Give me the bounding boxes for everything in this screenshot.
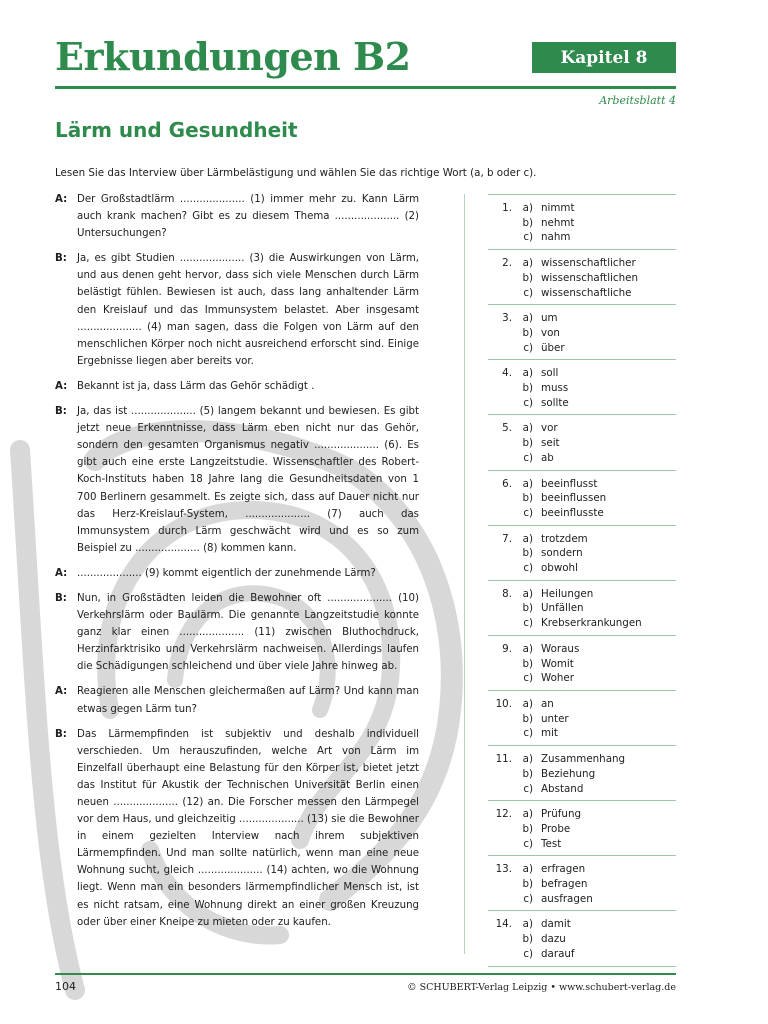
option-word: ausfragen: [541, 892, 593, 905]
question-number: 4.: [502, 367, 512, 380]
answer-option: [488, 216, 676, 231]
question-number: 2.: [502, 257, 512, 270]
option-word: Beziehung: [541, 767, 596, 780]
speaker-label: A:: [55, 380, 68, 392]
dialogue-text: .................... (9) kommt eigentlich der zunehmende Lärm?: [77, 567, 376, 579]
question-number: 3.: [502, 312, 512, 325]
question-options-7: [488, 525, 676, 580]
speaker-label: A:: [55, 567, 68, 579]
number-spacer: [488, 491, 512, 506]
dialogue-turn: [55, 683, 419, 717]
number-spacer: [488, 837, 512, 852]
number-spacer: [488, 601, 512, 616]
answer-option: [488, 767, 676, 782]
number-spacer: [488, 877, 512, 892]
option-letter: a): [522, 257, 533, 270]
speaker-label: B:: [55, 406, 67, 418]
answer-option: [488, 396, 676, 411]
publisher-credit: © SCHUBERT-Verlag Leipzig • www.schubert-verlag.de: [407, 982, 676, 993]
option-letter: b): [522, 382, 533, 395]
number-spacer: [488, 767, 512, 782]
option-word: Woher: [541, 672, 574, 685]
number-spacer: [488, 822, 512, 837]
answer-option: [488, 671, 676, 686]
option-word: Woraus: [541, 642, 580, 655]
option-word: ab: [541, 451, 554, 464]
answer-option: [488, 341, 676, 356]
question-number: 7.: [502, 532, 512, 545]
worksheet-label: Arbeitsblatt 4: [599, 94, 676, 107]
option-word: Test: [541, 837, 562, 850]
header-divider: [55, 86, 676, 89]
option-letter: c): [523, 451, 533, 464]
number-spacer: [488, 230, 512, 245]
question-options-13: [488, 855, 676, 910]
number-spacer: [488, 671, 512, 686]
answer-option: [488, 256, 676, 271]
dialogue-text: Reagieren alle Menschen gleichermaßen auf Lärm? Und kann man etwas gegen Lärm tun?: [77, 686, 419, 715]
answer-option: [488, 506, 676, 521]
question-number: 13.: [495, 863, 512, 876]
dialogue-turn: [55, 191, 419, 242]
number-spacer: [488, 381, 512, 396]
page-title: Lärm und Gesundheit: [55, 118, 298, 142]
dialogue-text: Ja, das ist .................... (5) langem bekannt und bewiesen. Es gibt jetzt neue Erkenntnisse, dass Lärm eben nicht nur das Gehör, sondern den gesamten Organismus negativ .................... (6). Es gibt auch eine erste Langzeitstudie. Wissenschaftler des Robert-Koch-Instituts haben 18 Jahre lang die Gesundheitsdaten von 1 700 Berlinern gesammelt. Es zeigte sich, dass auf Dauer nicht nur das Herz-Kreislauf-System, .................... (7) auch das Immunsystem durch Lärm geschwächt wird und es so zum Beispiel zu .................... (8) kommen kann.: [77, 406, 419, 554]
option-letter: a): [522, 697, 533, 710]
option-letter: c): [523, 672, 533, 685]
option-word: nehmt: [541, 216, 575, 229]
option-letter: b): [522, 657, 533, 670]
dialogue-turn: [55, 590, 419, 675]
option-letter: c): [523, 727, 533, 740]
speaker-label: B:: [55, 592, 67, 604]
answer-option: [488, 366, 676, 381]
option-word: um: [541, 312, 558, 325]
number-spacer: [488, 341, 512, 356]
dialogue-turn: [55, 378, 419, 395]
question-options-9: [488, 635, 676, 690]
option-letter: a): [522, 312, 533, 325]
option-word: trotzdem: [541, 532, 588, 545]
answer-option: [488, 451, 676, 466]
answer-option: [488, 807, 676, 822]
option-word: Probe: [541, 822, 571, 835]
answer-option: [488, 381, 676, 396]
answer-option: [488, 616, 676, 631]
option-letter: c): [523, 837, 533, 850]
answer-option: [488, 561, 676, 576]
number-spacer: [488, 561, 512, 576]
number-spacer: [488, 657, 512, 672]
option-letter: a): [522, 532, 533, 545]
option-word: wissenschaftliche: [541, 286, 632, 299]
option-letter: b): [522, 216, 533, 229]
option-word: beeinflusste: [541, 506, 604, 519]
number-spacer: [488, 932, 512, 947]
answer-option: [488, 837, 676, 852]
dialogue-text: Das Lärmempfinden ist subjektiv und deshalb individuell verschieden. Um herauszufinden, welche Art von Lärm im Einzelfall überhaupt eine Belastung für den Körper ist, bietet jetzt das Institut für Akustik der Technischen Universität Berlin einen neuen .................... (12) an. Die Forscher messen den Lärmpegel vor dem Haus, und gleichzeitig .................... (13) sie die Bewohner in einem gezielten Interview nach ihrem subjektiven Lärmempfinden. Und man sollte natürlich, wenn man eine neue Wohnung sucht, gleich .................... (14) achten, wo die Wohnung liegt. Wenn man ein besonders lärmempfindlicher Mensch ist, ist es nicht ratsam, eine Wohnung direkt an einer großen Kreuzung oder über einer Kneipe zu mieten oder zu kaufen.: [77, 728, 419, 928]
number-spacer: [488, 396, 512, 411]
page-number: 104: [55, 980, 76, 993]
dialogue-turn: [55, 565, 419, 582]
answer-option: [488, 477, 676, 492]
option-word: von: [541, 326, 560, 339]
option-word: dazu: [541, 933, 566, 946]
question-number: 6.: [502, 477, 512, 490]
option-letter: c): [523, 231, 533, 244]
dialogue-turn: [55, 726, 419, 931]
option-word: Unfällen: [541, 602, 584, 615]
chapter-badge: Kapitel 8: [532, 42, 676, 73]
option-letter: a): [522, 918, 533, 931]
option-letter: a): [522, 422, 533, 435]
question-number: 8.: [502, 587, 512, 600]
number-spacer: [488, 271, 512, 286]
option-word: Heilungen: [541, 587, 594, 600]
option-letter: b): [522, 878, 533, 891]
question-options-1: [488, 194, 676, 249]
option-word: über: [541, 341, 565, 354]
answer-option: [488, 436, 676, 451]
option-word: wissenschaftlichen: [541, 271, 638, 284]
answer-option: [488, 917, 676, 932]
number-spacer: [488, 892, 512, 907]
question-number: 1.: [502, 202, 512, 214]
option-letter: a): [522, 642, 533, 655]
number-spacer: [488, 326, 512, 341]
answer-option: [488, 657, 676, 672]
option-word: vor: [541, 422, 558, 435]
number-spacer: [488, 216, 512, 231]
option-word: befragen: [541, 878, 588, 891]
option-word: erfragen: [541, 863, 586, 876]
number-spacer: [488, 947, 512, 962]
answer-option: [488, 601, 676, 616]
answer-option: [488, 932, 676, 947]
exercise-instructions: Lesen Sie das Interview über Lärmbelästigung und wählen Sie das richtige Wort (a, b oder c).: [55, 167, 537, 179]
option-word: sollte: [541, 396, 569, 409]
option-letter: a): [522, 367, 533, 380]
answer-option: [488, 752, 676, 767]
answer-option: [488, 642, 676, 657]
question-number: 9.: [502, 642, 512, 655]
question-number: 11.: [495, 753, 512, 766]
dialogue-turn: [55, 403, 419, 557]
dialogue-text: Nun, in Großstädten leiden die Bewohner oft .................... (10) Verkehrslärm oder Baulärm. Die genannte Langzeitstudie konnte ganz klar einen .................... (11) zwischen Bluthochdruck, Herzinfarktrisiko und Verkehrslärm nachweisen. Allerdings laufen die Schädigungen schleichend und über viele Jahre hinweg ab.: [77, 592, 419, 673]
answer-option: [488, 311, 676, 326]
dialogue-text: Ja, es gibt Studien .................... (3) die Auswirkungen von Lärm, und aus denen geht hervor, dass sich viele Menschen durch Lärm belästigt fühlen. Bewiesen ist auch, dass lang anhaltender Lärm den Kreislauf und das Immunsystem belastet. Aber insgesamt .................... (4) man sagen, dass die Folgen von Lärm auf den menschlichen Körper noch nicht ausreichend erforscht sind. Einige Ergebnisse liegen aber bereits vor.: [77, 253, 419, 367]
option-word: Abstand: [541, 782, 584, 795]
answer-option: [488, 546, 676, 561]
question-number: 14.: [495, 918, 512, 931]
option-letter: b): [522, 271, 533, 284]
option-letter: c): [523, 286, 533, 299]
option-letter: c): [523, 947, 533, 960]
number-spacer: [488, 726, 512, 741]
book-title: Erkundungen B2: [55, 34, 411, 79]
dialogue-text: Der Großstadtlärm .................... (1) immer mehr zu. Kann Lärm auch krank machen? Gibt es zu diesem Thema .................... (2) Untersuchungen?: [77, 194, 419, 240]
question-options-2: [488, 249, 676, 304]
option-word: seit: [541, 437, 560, 450]
answer-option: [488, 587, 676, 602]
answer-option: [488, 491, 676, 506]
option-word: Krebserkrankungen: [541, 617, 642, 630]
option-letter: c): [523, 396, 533, 409]
answer-option: [488, 697, 676, 712]
question-number: 5.: [502, 422, 512, 435]
option-word: beeinflusst: [541, 477, 598, 490]
question-options-14: [488, 910, 676, 966]
number-spacer: [488, 782, 512, 797]
option-word: an: [541, 697, 554, 710]
speaker-label: A:: [55, 194, 68, 205]
answer-option: [488, 712, 676, 727]
answer-option: [488, 421, 676, 436]
option-word: obwohl: [541, 562, 578, 575]
column-divider: [464, 194, 465, 954]
option-word: mit: [541, 727, 558, 740]
answer-option: [488, 892, 676, 907]
answer-option: [488, 532, 676, 547]
option-letter: b): [522, 933, 533, 946]
option-word: soll: [541, 367, 559, 380]
answer-option: [488, 201, 676, 216]
option-letter: b): [522, 326, 533, 339]
speaker-label: B:: [55, 253, 67, 265]
speaker-label: B:: [55, 728, 67, 740]
option-letter: a): [522, 753, 533, 766]
option-letter: a): [522, 202, 533, 214]
number-spacer: [488, 436, 512, 451]
option-letter: b): [522, 712, 533, 725]
option-word: sondern: [541, 547, 583, 560]
option-letter: a): [522, 587, 533, 600]
option-letter: b): [522, 822, 533, 835]
option-word: nahm: [541, 231, 571, 244]
question-options-5: [488, 414, 676, 469]
question-options-12: [488, 800, 676, 855]
option-word: Womit: [541, 657, 574, 670]
dialogue-text: Bekannt ist ja, dass Lärm das Gehör schädigt .: [77, 380, 315, 392]
answer-option: [488, 286, 676, 301]
number-spacer: [488, 506, 512, 521]
option-word: beeinflussen: [541, 492, 607, 505]
answer-option: [488, 271, 676, 286]
option-letter: a): [522, 863, 533, 876]
answer-option: [488, 782, 676, 797]
option-letter: c): [523, 782, 533, 795]
question-options-4: [488, 359, 676, 414]
option-letter: b): [522, 437, 533, 450]
option-letter: b): [522, 767, 533, 780]
answer-option: [488, 230, 676, 245]
question-options-10: [488, 690, 676, 745]
option-letter: c): [523, 562, 533, 575]
option-word: Prüfung: [541, 808, 582, 821]
number-spacer: [488, 616, 512, 631]
option-letter: c): [523, 617, 533, 630]
option-word: darauf: [541, 947, 575, 960]
option-letter: a): [522, 808, 533, 821]
interview-text: [55, 191, 419, 939]
question-options-8: [488, 580, 676, 635]
answer-option: [488, 726, 676, 741]
answer-options-list: [488, 194, 676, 967]
option-letter: b): [522, 602, 533, 615]
question-options-3: [488, 304, 676, 359]
number-spacer: [488, 712, 512, 727]
footer-divider: [55, 973, 676, 975]
option-letter: c): [523, 341, 533, 354]
dialogue-turn: [55, 250, 419, 370]
answer-option: [488, 326, 676, 341]
option-word: nimmt: [541, 202, 575, 214]
option-word: wissenschaftlicher: [541, 257, 636, 270]
option-letter: a): [522, 477, 533, 490]
question-options-11: [488, 745, 676, 800]
option-word: unter: [541, 712, 569, 725]
answer-option: [488, 947, 676, 962]
option-letter: c): [523, 892, 533, 905]
number-spacer: [488, 286, 512, 301]
question-number: 12.: [495, 808, 512, 821]
option-letter: b): [522, 492, 533, 505]
answer-option: [488, 822, 676, 837]
answer-option: [488, 862, 676, 877]
option-letter: c): [523, 506, 533, 519]
answer-option: [488, 877, 676, 892]
question-options-6: [488, 470, 676, 525]
option-word: damit: [541, 918, 571, 931]
speaker-label: A:: [55, 686, 68, 698]
number-spacer: [488, 546, 512, 561]
option-letter: b): [522, 547, 533, 560]
option-word: Zusammenhang: [541, 753, 626, 766]
question-number: 10.: [495, 697, 512, 710]
option-word: muss: [541, 382, 569, 395]
number-spacer: [488, 451, 512, 466]
